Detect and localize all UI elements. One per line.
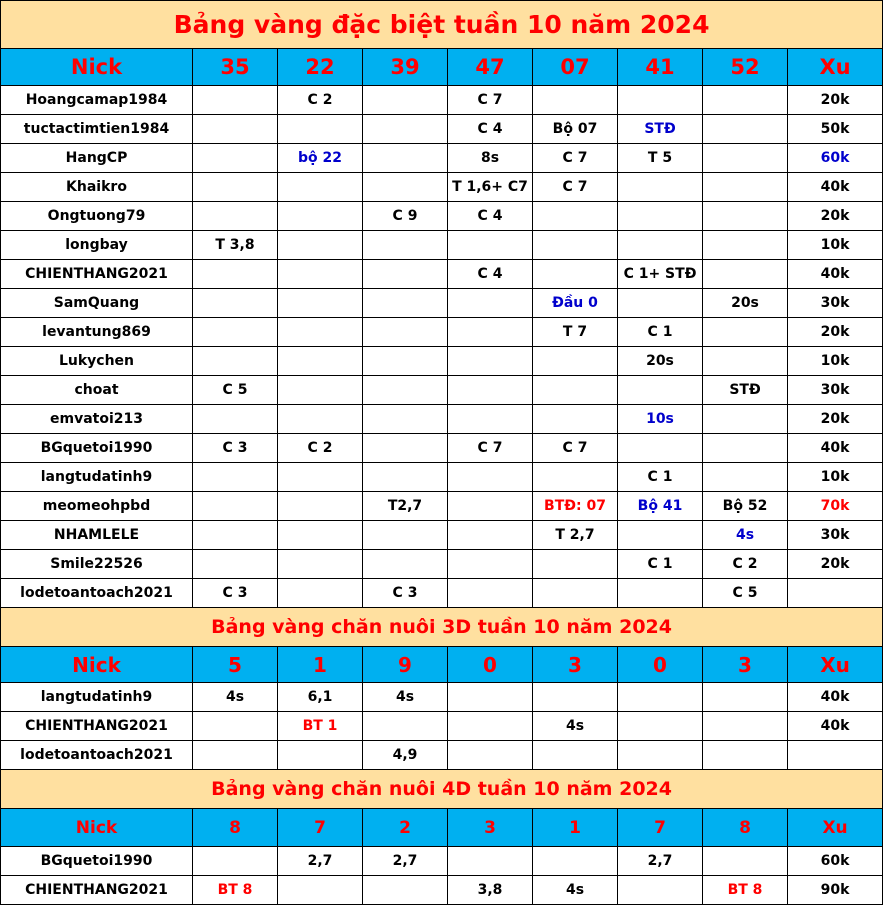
table-cell (193, 712, 278, 741)
table-cell (363, 463, 448, 492)
table-cell (703, 463, 788, 492)
nick-cell: SamQuang (1, 289, 193, 318)
table-cell: STĐ (618, 115, 703, 144)
table-cell: STĐ (703, 376, 788, 405)
table-row (1, 463, 883, 492)
table-cell (618, 173, 703, 202)
table-cell (193, 492, 278, 521)
table-cell (363, 521, 448, 550)
table-cell (278, 492, 363, 521)
table-cell (703, 683, 788, 712)
table-cell (278, 347, 363, 376)
table-row (1, 86, 883, 115)
nick-cell: langtudatinh9 (1, 683, 193, 712)
table-cell: T 5 (618, 144, 703, 173)
table-cell (703, 202, 788, 231)
table-cell (363, 318, 448, 347)
xu-cell: 40k (788, 712, 883, 741)
column-header: Xu (788, 49, 883, 86)
table-cell: 10s (618, 405, 703, 434)
table-cell: C 7 (533, 144, 618, 173)
livestock-4d-title: Bảng vàng chăn nuôi 4D tuần 10 năm 2024 (1, 770, 883, 809)
table-cell: 20s (703, 289, 788, 318)
table-cell (363, 289, 448, 318)
xu-cell: 20k (788, 202, 883, 231)
table-cell: C 1 (618, 463, 703, 492)
table-cell: 2,7 (278, 847, 363, 876)
table-cell (448, 521, 533, 550)
xu-cell: 60k (788, 847, 883, 876)
column-header: 7 (618, 809, 703, 847)
table-cell (363, 550, 448, 579)
table-row (1, 289, 883, 318)
table-cell: C 5 (193, 376, 278, 405)
table-cell (533, 847, 618, 876)
xu-cell: 40k (788, 173, 883, 202)
nick-cell: Khaikro (1, 173, 193, 202)
xu-cell: 30k (788, 289, 883, 318)
column-header: Xu (788, 647, 883, 683)
nick-cell: BGquetoi1990 (1, 847, 193, 876)
table-row (1, 876, 883, 905)
table-cell (448, 231, 533, 260)
table-cell: C 2 (278, 86, 363, 115)
column-header: 22 (278, 49, 363, 86)
table-cell (703, 260, 788, 289)
table-cell: T 7 (533, 318, 618, 347)
column-header: 35 (193, 49, 278, 86)
table-cell (448, 847, 533, 876)
table-row (1, 492, 883, 521)
table-cell: BT 8 (703, 876, 788, 905)
table-row (1, 376, 883, 405)
table-cell (363, 434, 448, 463)
table-cell (193, 260, 278, 289)
table-cell (193, 550, 278, 579)
table-cell: BT 8 (193, 876, 278, 905)
table-row (1, 115, 883, 144)
table-cell: 4s (363, 683, 448, 712)
table-cell: C 5 (703, 579, 788, 608)
xu-cell: 10k (788, 463, 883, 492)
nick-cell: emvatoi213 (1, 405, 193, 434)
table-cell: 2,7 (363, 847, 448, 876)
table-cell: Bộ 52 (703, 492, 788, 521)
table-cell (533, 202, 618, 231)
table-cell (533, 86, 618, 115)
table-row (1, 202, 883, 231)
table-row (1, 173, 883, 202)
table-cell (278, 405, 363, 434)
table-cell: 4s (533, 712, 618, 741)
table-cell (278, 289, 363, 318)
table-row (1, 741, 883, 770)
table-cell: bộ 22 (278, 144, 363, 173)
xu-cell: 90k (788, 876, 883, 905)
nick-cell: Hoangcamap1984 (1, 86, 193, 115)
table-cell (618, 434, 703, 463)
table-cell: C 9 (363, 202, 448, 231)
nick-cell: lodetoantoach2021 (1, 741, 193, 770)
table-cell (193, 347, 278, 376)
table-cell (533, 347, 618, 376)
table-cell (703, 115, 788, 144)
xu-cell: 10k (788, 231, 883, 260)
nick-cell: Lukychen (1, 347, 193, 376)
table-cell: C 3 (193, 579, 278, 608)
livestock-4d-header-row (1, 809, 883, 847)
table-cell (448, 741, 533, 770)
table-cell: 20s (618, 347, 703, 376)
table-cell (533, 376, 618, 405)
table-cell: T2,7 (363, 492, 448, 521)
table-cell (533, 683, 618, 712)
table-cell (703, 173, 788, 202)
table-cell (703, 231, 788, 260)
column-header: 0 (448, 647, 533, 683)
xu-cell (788, 579, 883, 608)
xu-cell: 20k (788, 405, 883, 434)
xu-cell: 50k (788, 115, 883, 144)
table-row (1, 847, 883, 876)
table-cell: Bộ 41 (618, 492, 703, 521)
xu-cell: 20k (788, 86, 883, 115)
table-cell (193, 173, 278, 202)
column-header: 3 (448, 809, 533, 847)
column-header: 8 (193, 809, 278, 847)
column-header: 2 (363, 809, 448, 847)
table-row (1, 347, 883, 376)
table-cell (533, 741, 618, 770)
table-cell (363, 405, 448, 434)
nick-cell: CHIENTHANG2021 (1, 712, 193, 741)
table-cell (193, 463, 278, 492)
table-cell: 2,7 (618, 847, 703, 876)
table-cell (448, 318, 533, 347)
table-cell (278, 173, 363, 202)
column-header: 8 (703, 809, 788, 847)
table-cell (193, 115, 278, 144)
table-cell (363, 876, 448, 905)
table-cell (703, 712, 788, 741)
column-header: 3 (703, 647, 788, 683)
table-cell (703, 318, 788, 347)
table-cell (533, 260, 618, 289)
table-cell (618, 202, 703, 231)
table-cell (363, 115, 448, 144)
table-cell (363, 86, 448, 115)
table-row (1, 318, 883, 347)
xu-cell: 60k (788, 144, 883, 173)
table-row (1, 260, 883, 289)
column-header: 39 (363, 49, 448, 86)
table-cell (448, 579, 533, 608)
table-cell: C 4 (448, 260, 533, 289)
nick-cell: Smile22526 (1, 550, 193, 579)
nick-cell: HangCP (1, 144, 193, 173)
table-cell (363, 347, 448, 376)
table-cell: C 1 (618, 550, 703, 579)
nick-cell: CHIENTHANG2021 (1, 876, 193, 905)
xu-cell: 40k (788, 260, 883, 289)
nick-cell: tuctactimtien1984 (1, 115, 193, 144)
table-cell (448, 463, 533, 492)
livestock-4d-title-row (1, 770, 883, 809)
table-cell: C 1 (618, 318, 703, 347)
table-cell: BTĐ: 07 (533, 492, 618, 521)
column-header: 1 (278, 647, 363, 683)
column-header: Nick (1, 49, 193, 86)
table-cell (448, 347, 533, 376)
xu-cell: 20k (788, 550, 883, 579)
table-cell: C 1+ STĐ (618, 260, 703, 289)
table-cell (363, 144, 448, 173)
table-cell (618, 86, 703, 115)
special-title-row (1, 1, 883, 49)
table-cell (193, 318, 278, 347)
table-cell (448, 405, 533, 434)
special-header-row (1, 49, 883, 86)
table-cell: 4,9 (363, 741, 448, 770)
table-cell: C 2 (278, 434, 363, 463)
table-cell: C 3 (193, 434, 278, 463)
table-cell (363, 173, 448, 202)
table-cell (278, 260, 363, 289)
table-cell (618, 289, 703, 318)
table-cell (193, 521, 278, 550)
xu-cell: 40k (788, 683, 883, 712)
table-cell (618, 683, 703, 712)
livestock-3d-title-row (1, 608, 883, 647)
column-header: 07 (533, 49, 618, 86)
table-cell (618, 376, 703, 405)
table-row (1, 550, 883, 579)
nick-cell: BGquetoi1990 (1, 434, 193, 463)
table-row (1, 405, 883, 434)
table-cell: Đầu 0 (533, 289, 618, 318)
table-cell: T 2,7 (533, 521, 618, 550)
table-cell: 8s (448, 144, 533, 173)
table-cell (448, 683, 533, 712)
table-row (1, 434, 883, 463)
table-cell: C 7 (448, 434, 533, 463)
table-cell: BT 1 (278, 712, 363, 741)
table-cell (193, 86, 278, 115)
table-cell (193, 847, 278, 876)
nick-cell: levantung869 (1, 318, 193, 347)
table-cell (193, 144, 278, 173)
table-cell (448, 712, 533, 741)
table-cell (533, 463, 618, 492)
column-header: 5 (193, 647, 278, 683)
table-cell (278, 550, 363, 579)
nick-cell: Ongtuong79 (1, 202, 193, 231)
column-header: 41 (618, 49, 703, 86)
table-cell (278, 115, 363, 144)
table-cell: C 4 (448, 202, 533, 231)
table-cell: C 3 (363, 579, 448, 608)
table-cell (703, 741, 788, 770)
table-cell: T 1,6+ C7 (448, 173, 533, 202)
table-cell (278, 318, 363, 347)
table-row (1, 521, 883, 550)
table-cell: C 7 (448, 86, 533, 115)
xu-cell: 70k (788, 492, 883, 521)
column-header: 7 (278, 809, 363, 847)
table-cell (703, 144, 788, 173)
livestock-3d-header-row (1, 647, 883, 683)
nick-cell: CHIENTHANG2021 (1, 260, 193, 289)
table-cell: C 7 (533, 434, 618, 463)
table-cell (363, 231, 448, 260)
column-header: 1 (533, 809, 618, 847)
table-cell (278, 579, 363, 608)
table-cell (278, 376, 363, 405)
table-row (1, 579, 883, 608)
table-cell (703, 434, 788, 463)
nick-cell: meomeohpbd (1, 492, 193, 521)
table-cell (363, 712, 448, 741)
table-cell (278, 876, 363, 905)
table-cell (618, 712, 703, 741)
column-header: 3 (533, 647, 618, 683)
table-cell (618, 231, 703, 260)
table-row (1, 144, 883, 173)
table-cell (363, 260, 448, 289)
table-cell: 4s (533, 876, 618, 905)
nick-cell: NHAMLELE (1, 521, 193, 550)
nick-cell: longbay (1, 231, 193, 260)
table-cell: 3,8 (448, 876, 533, 905)
table-cell (618, 741, 703, 770)
column-header: 52 (703, 49, 788, 86)
xu-cell: 40k (788, 434, 883, 463)
table-cell (448, 289, 533, 318)
table-cell: T 3,8 (193, 231, 278, 260)
table-cell: C 4 (448, 115, 533, 144)
leaderboard-body (1, 1, 883, 905)
xu-cell: 30k (788, 376, 883, 405)
column-header: 9 (363, 647, 448, 683)
table-cell (703, 847, 788, 876)
column-header: Nick (1, 647, 193, 683)
table-cell (278, 231, 363, 260)
table-cell (703, 86, 788, 115)
nick-cell: langtudatinh9 (1, 463, 193, 492)
nick-cell: choat (1, 376, 193, 405)
table-cell (618, 521, 703, 550)
table-cell (278, 202, 363, 231)
special-title: Bảng vàng đặc biệt tuần 10 năm 2024 (1, 1, 883, 49)
xu-cell: 10k (788, 347, 883, 376)
table-cell (533, 579, 618, 608)
column-header: Nick (1, 809, 193, 847)
table-cell: 6,1 (278, 683, 363, 712)
table-row (1, 712, 883, 741)
table-cell (703, 347, 788, 376)
table-cell (448, 376, 533, 405)
table-cell (618, 876, 703, 905)
xu-cell (788, 741, 883, 770)
table-cell (448, 492, 533, 521)
table-cell (193, 405, 278, 434)
nick-cell: lodetoantoach2021 (1, 579, 193, 608)
table-cell: Bộ 07 (533, 115, 618, 144)
table-cell: C 7 (533, 173, 618, 202)
column-header: Xu (788, 809, 883, 847)
table-cell (703, 405, 788, 434)
table-cell (278, 521, 363, 550)
table-cell (533, 231, 618, 260)
table-row (1, 231, 883, 260)
table-cell (193, 741, 278, 770)
table-cell: C 2 (703, 550, 788, 579)
livestock-3d-title: Bảng vàng chăn nuôi 3D tuần 10 năm 2024 (1, 608, 883, 647)
table-row (1, 683, 883, 712)
table-cell (193, 289, 278, 318)
table-cell (193, 202, 278, 231)
table-cell (363, 376, 448, 405)
table-cell (533, 405, 618, 434)
column-header: 0 (618, 647, 703, 683)
xu-cell: 30k (788, 521, 883, 550)
table-cell (618, 579, 703, 608)
table-cell (278, 463, 363, 492)
table-cell (448, 550, 533, 579)
table-cell: 4s (703, 521, 788, 550)
table-cell (533, 550, 618, 579)
column-header: 47 (448, 49, 533, 86)
table-cell (278, 741, 363, 770)
table-cell: 4s (193, 683, 278, 712)
xu-cell: 20k (788, 318, 883, 347)
